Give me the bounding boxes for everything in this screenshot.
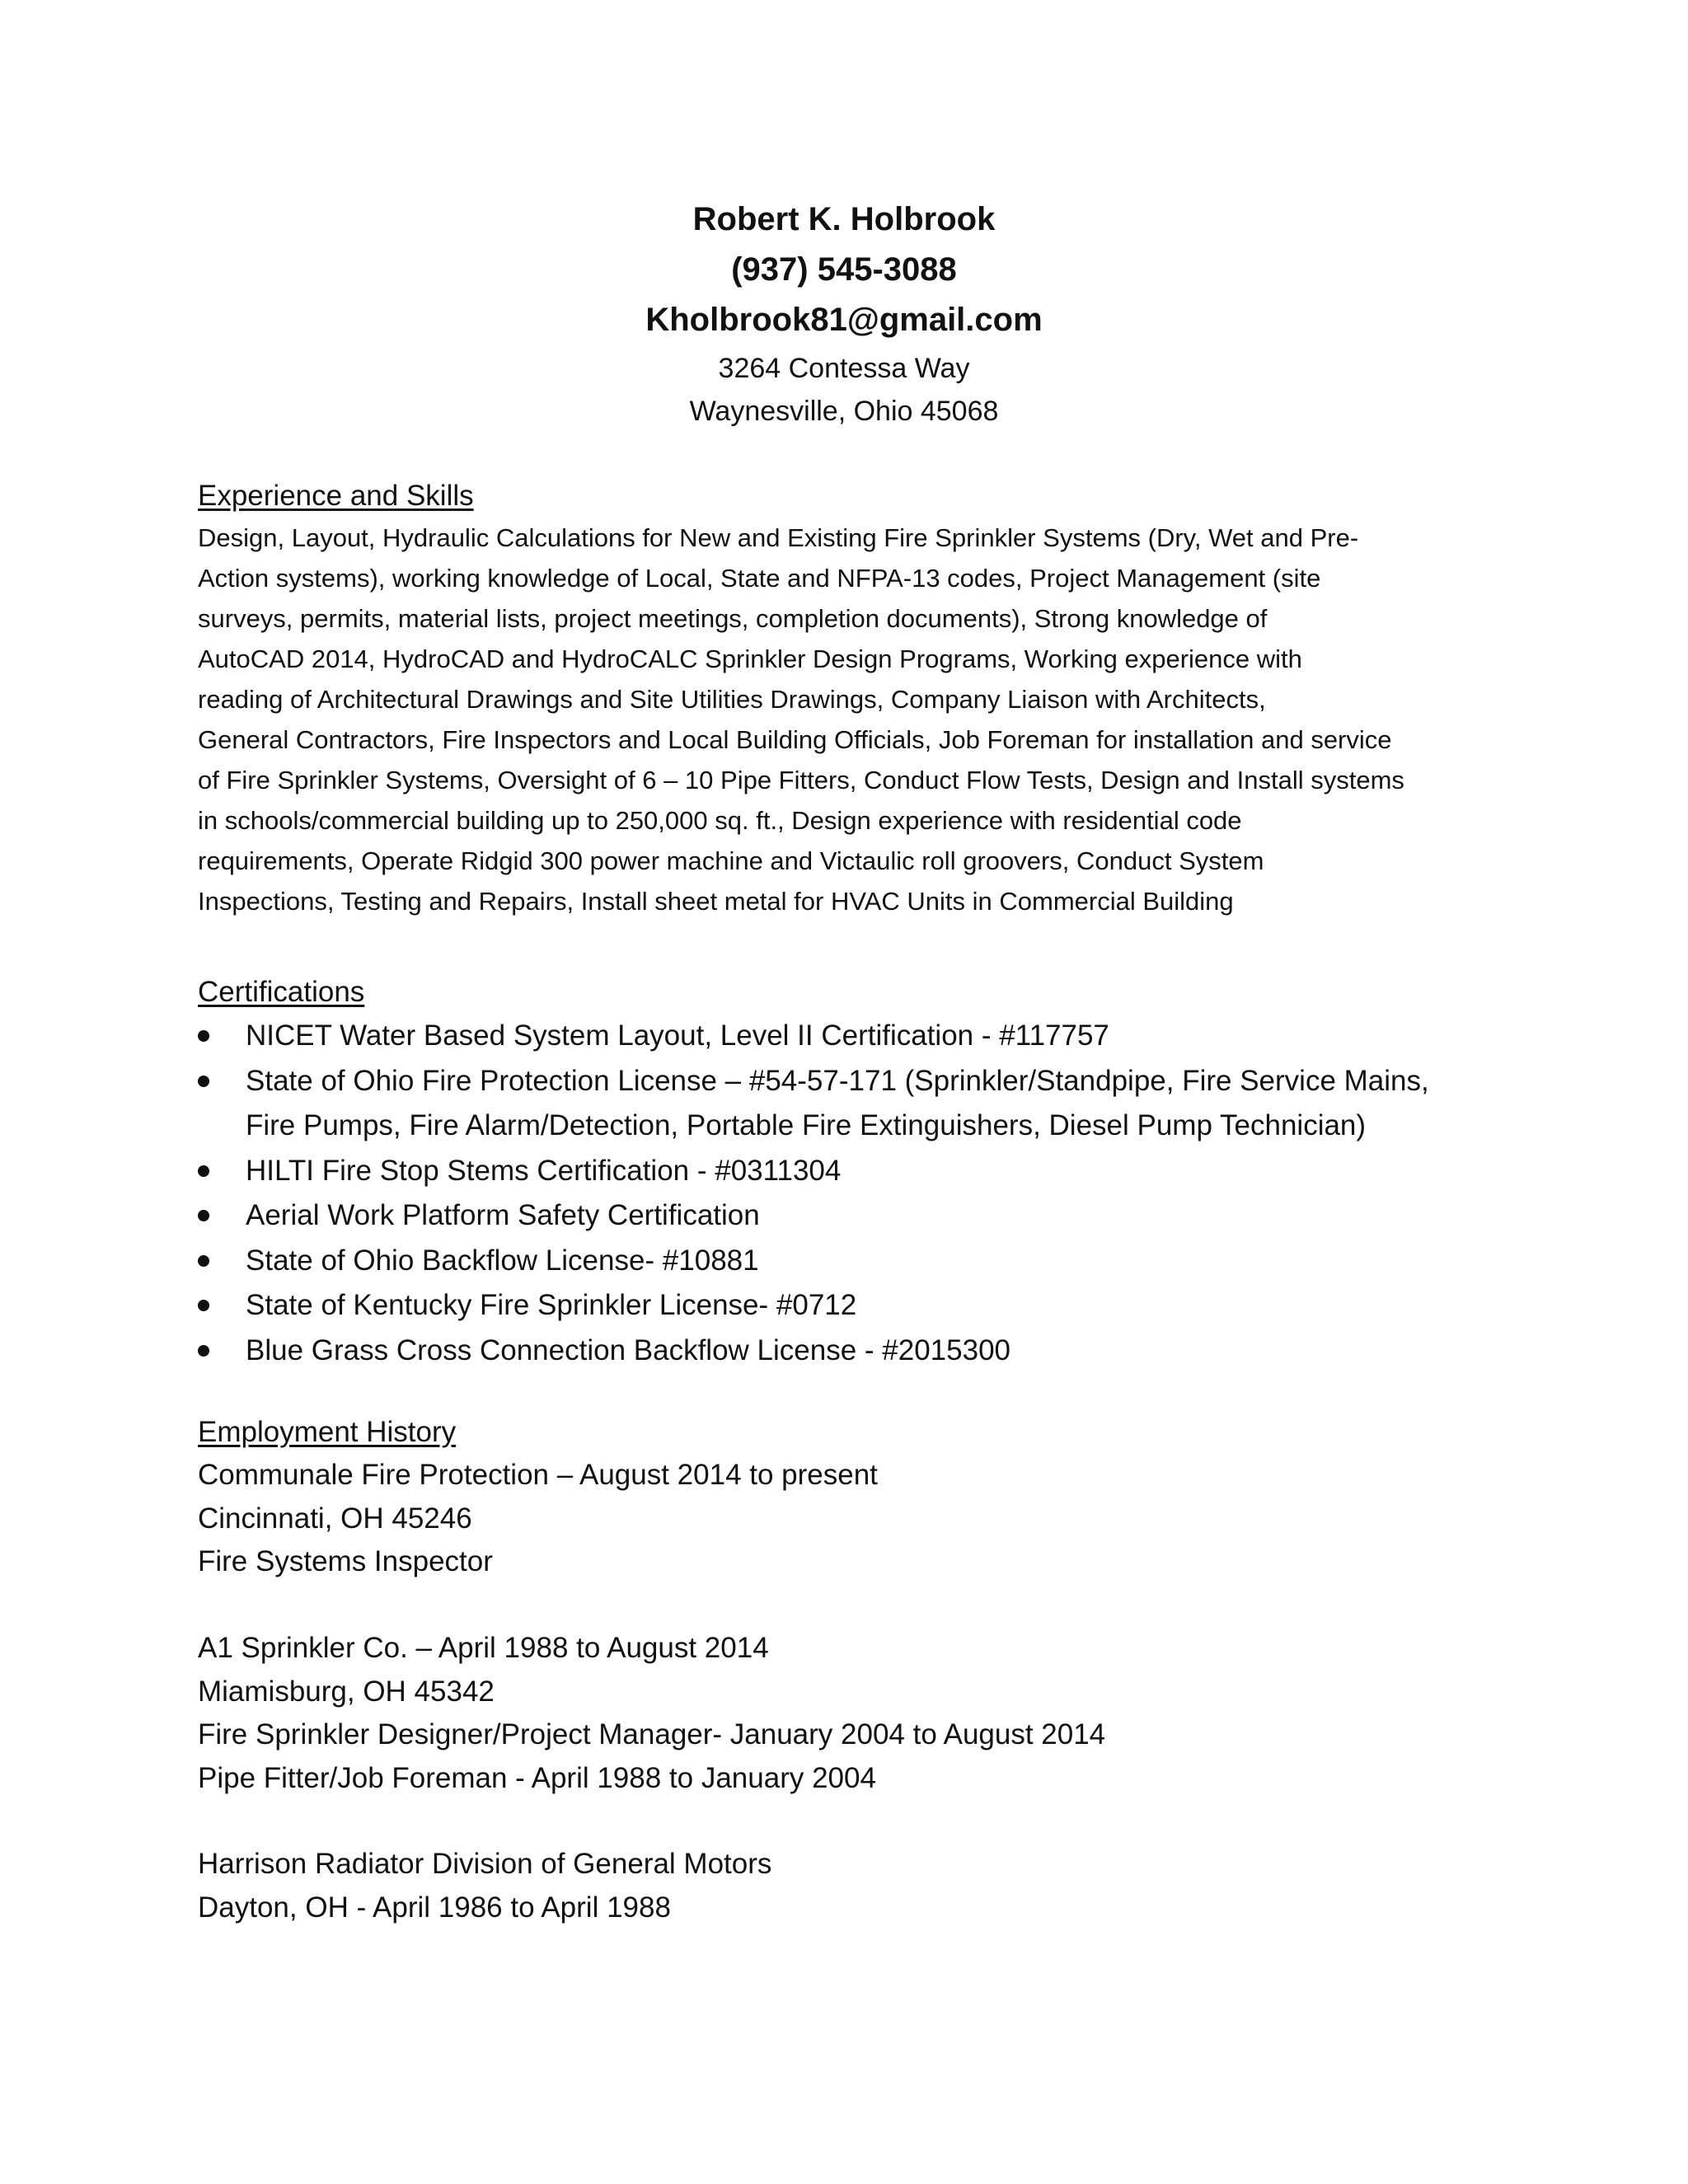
certification-item: NICET Water Based System Layout, Level II Certification - #117757 — [198, 1014, 1533, 1059]
employment-line: Harrison Radiator Division of General Motors — [198, 1848, 772, 1880]
experience-line: Action systems), working knowledge of Local, State and NFPA-13 codes, Project Management (site — [198, 564, 1321, 593]
bullet-icon — [198, 1165, 209, 1177]
certifications-heading: Certifications — [198, 976, 365, 1008]
employment-entry-harrison — [198, 1843, 771, 1929]
address-line-1: 3264 Contessa Way — [718, 353, 970, 384]
experience-line: General Contractors, Fire Inspectors and Local Building Officials, Job Foreman for installation and service — [198, 725, 1392, 754]
experience-heading: Experience and Skills — [198, 480, 474, 512]
certification-item: Aerial Work Platform Safety Certification — [198, 1193, 1533, 1239]
experience-line: Design, Layout, Hydraulic Calculations for New and Existing Fire Sprinkler Systems (Dry, Wet and Pre- — [198, 523, 1359, 552]
experience-line: Inspections, Testing and Repairs, Install sheet metal for HVAC Units in Commercial Building — [198, 887, 1234, 916]
employment-line: Fire Systems Inspector — [198, 1545, 493, 1577]
experience-line: reading of Architectural Drawings and Site Utilities Drawings, Company Liaison with Architects, — [198, 685, 1266, 714]
employment-line: Dayton, OH - April 1986 to April 1988 — [198, 1891, 671, 1924]
bullet-icon — [198, 1076, 209, 1087]
employment-line: Miamisburg, OH 45342 — [198, 1675, 495, 1708]
resume-header — [0, 194, 1688, 433]
employment-line: Cincinnati, OH 45246 — [198, 1502, 472, 1535]
certification-item: State of Kentucky Fire Sprinkler License- #0712 — [198, 1283, 1533, 1329]
certification-item: State of Ohio Backflow License- #10881 — [198, 1239, 1533, 1284]
applicant-email: Kholbrook81@gmail.com — [645, 302, 1043, 338]
bullet-icon — [198, 1345, 209, 1357]
experience-line: in schools/commercial building up to 250,000 sq. ft., Design experience with residential code — [198, 806, 1242, 835]
experience-line: AutoCAD 2014, HydroCAD and HydroCALC Sprinkler Design Programs, Working experience with — [198, 644, 1302, 673]
experience-line: of Fire Sprinkler Systems, Oversight of 6 – 10 Pipe Fitters, Conduct Flow Tests, Design and Install systems — [198, 766, 1404, 794]
bullet-icon — [198, 1030, 209, 1042]
employment-heading: Employment History — [198, 1416, 457, 1448]
certifications-list — [198, 1014, 1533, 1373]
employment-entry-communale — [198, 1454, 878, 1584]
bullet-icon — [198, 1210, 209, 1221]
employment-line: Pipe Fitter/Job Foreman - April 1988 to January 2004 — [198, 1761, 876, 1794]
certification-item: Blue Grass Cross Connection Backflow License - #2015300 — [198, 1329, 1533, 1374]
employment-entry-a1-sprinkler — [198, 1627, 1105, 1800]
bullet-icon — [198, 1255, 209, 1267]
employment-line: Communale Fire Protection – August 2014 to present — [198, 1459, 878, 1491]
certification-item: State of Ohio Fire Protection License – #54-57-171 (Sprinkler/Standpipe, Fire Service Mains, Fire Pumps, Fire Alarm/Detection, Portable Fire Extinguishers, Diesel Pump Technician) — [198, 1059, 1533, 1149]
employment-line: Fire Sprinkler Designer/Project Manager- January 2004 to August 2014 — [198, 1718, 1106, 1750]
address-line-2: Waynesville, Ohio 45068 — [689, 396, 999, 427]
certification-item: HILTI Fire Stop Stems Certification - #0311304 — [198, 1149, 1533, 1194]
experience-line: requirements, Operate Ridgid 300 power machine and Victaulic roll groovers, Conduct System — [198, 846, 1264, 875]
experience-paragraph — [198, 518, 1517, 921]
experience-line: surveys, permits, material lists, project meetings, completion documents), Strong knowledge of — [198, 604, 1268, 633]
applicant-name: Robert K. Holbrook — [692, 201, 996, 237]
bullet-icon — [198, 1300, 209, 1311]
applicant-phone: (937) 545-3088 — [731, 251, 957, 288]
employment-line: A1 Sprinkler Co. – April 1988 to August 2014 — [198, 1632, 769, 1664]
